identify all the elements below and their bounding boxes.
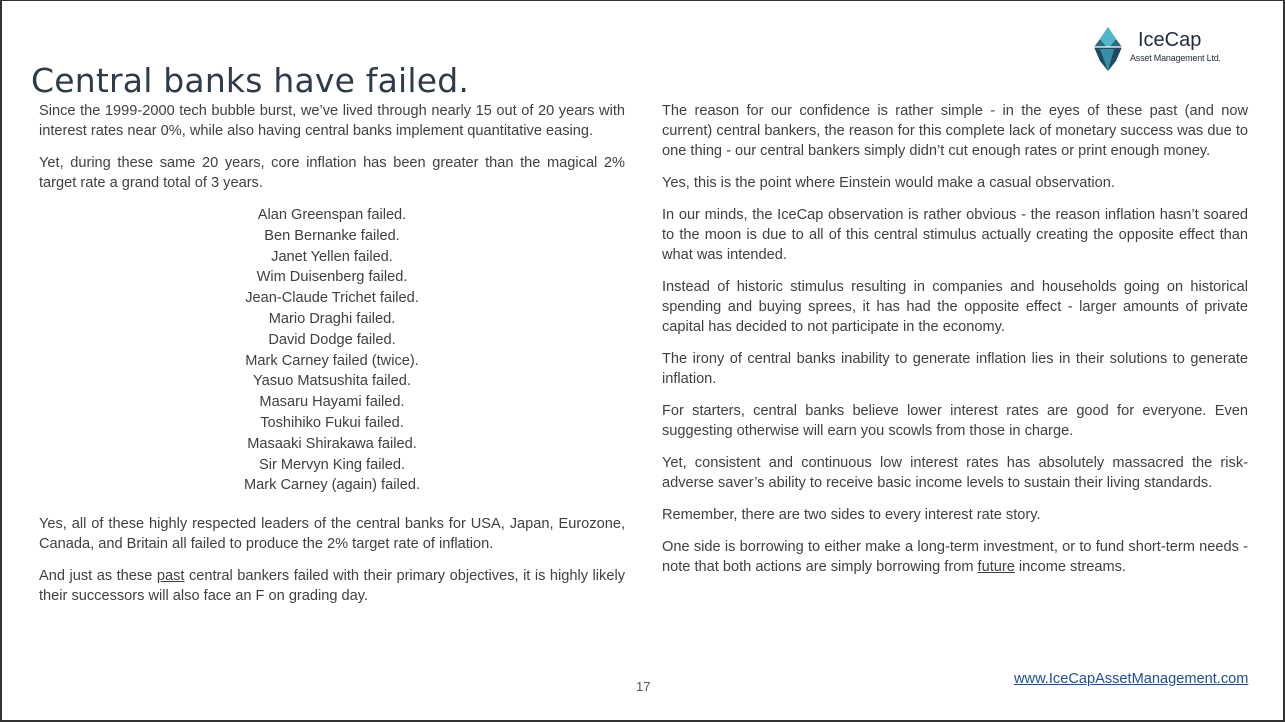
- right-column: [662, 101, 1248, 589]
- website-link[interactable]: www.IceCapAssetManagement.com: [1014, 671, 1249, 687]
- text-span: And just as these: [39, 568, 157, 585]
- logo-name: IceCap: [1138, 29, 1202, 51]
- logo-subtitle: Asset Management Ltd.: [1130, 53, 1221, 63]
- list-item: David Dodge failed.: [268, 331, 396, 348]
- underlined-word-future: future: [977, 559, 1015, 575]
- list-item: Toshihiko Fukui failed.: [260, 414, 404, 431]
- left-paragraph-2: Yet, during these same 20 years, core inflation has been greater than the magical 2% target rate a grand total of 3 years.: [39, 155, 625, 191]
- list-item: Yasuo Matsushita failed.: [253, 373, 411, 390]
- right-paragraph-5: The irony of central banks inability to generate inflation lies in their solutions to generate inflation.: [662, 351, 1248, 387]
- right-paragraph-7: Yet, consistent and continuous low interest rates has absolutely massacred the risk-adverse saver’s ability to receive basic income levels to sustain their living standards.: [662, 455, 1248, 491]
- list-item: Masaaki Shirakawa failed.: [247, 435, 417, 452]
- left-column: [39, 101, 625, 618]
- left-paragraph-1: Since the 1999-2000 tech bubble burst, we’ve lived through nearly 15 out of 20 years with interest rates near 0%, while also having central banks implement quantitative easing.: [39, 103, 625, 139]
- list-item: Wim Duisenberg failed.: [256, 269, 408, 286]
- right-paragraph-4: Instead of historic stimulus resulting in companies and households going on historical spending and buying sprees, it has had the opposite effect - larger amounts of private capital has decided to not participate in the economy.: [662, 279, 1248, 335]
- right-paragraph-6: For starters, central banks believe lower interest rates are good for everyone. Even suggesting otherwise will earn you scowls from those in charge.: [662, 403, 1248, 439]
- list-item: Mark Carney failed (twice).: [245, 352, 419, 369]
- right-paragraph-8: Remember, there are two sides to every interest rate story.: [662, 507, 1041, 523]
- left-paragraph-4: [39, 566, 625, 606]
- left-paragraph-3: Yes, all of these highly respected leaders of the central banks for USA, Japan, Eurozone, Canada, and Britain all failed to produce the 2% target rate of inflation.: [39, 516, 625, 553]
- company-logo: [1086, 25, 1256, 75]
- text-span: central bankers failed with their primary objectives, it is highly likely their successors will also face an F on grading day.: [39, 568, 625, 605]
- text-span: One side is borrowing to either make a long-term investment, or to fund short-term needs - note that both actions are simply borrowing from: [662, 539, 1248, 575]
- right-paragraph-3: In our minds, the IceCap observation is rather obvious - the reason inflation hasn’t soared to the moon is due to all of this central stimulus actually creating the opposite effect than what was intended.: [662, 207, 1248, 263]
- list-item: Jean-Claude Trichet failed.: [245, 290, 419, 307]
- list-item: Sir Mervyn King failed.: [259, 456, 405, 473]
- list-item: Janet Yellen failed.: [271, 248, 393, 265]
- page-number: 17: [636, 679, 651, 694]
- page-title: Central banks have failed.: [31, 61, 470, 101]
- right-paragraph-9: [662, 537, 1248, 577]
- list-item: Mario Draghi failed.: [268, 310, 396, 327]
- iceberg-icon: [1086, 25, 1130, 75]
- list-item: Masaru Hayami failed.: [259, 394, 405, 411]
- right-paragraph-2: Yes, this is the point where Einstein would make a casual observation.: [662, 175, 1115, 191]
- right-paragraph-1: The reason for our confidence is rather simple - in the eyes of these past (and now current) central bankers, the reason for this complete lack of monetary success was due to one thing - our central bankers simply didn’t cut enough rates or print enough money.: [662, 103, 1248, 159]
- list-item: Ben Bernanke failed.: [264, 227, 400, 244]
- text-span: income streams.: [1014, 559, 1126, 575]
- list-item: Mark Carney (again) failed.: [243, 477, 420, 494]
- underlined-word-past: past: [156, 568, 185, 585]
- list-item: Alan Greenspan failed.: [257, 207, 407, 223]
- failed-bankers-list: [39, 205, 625, 496]
